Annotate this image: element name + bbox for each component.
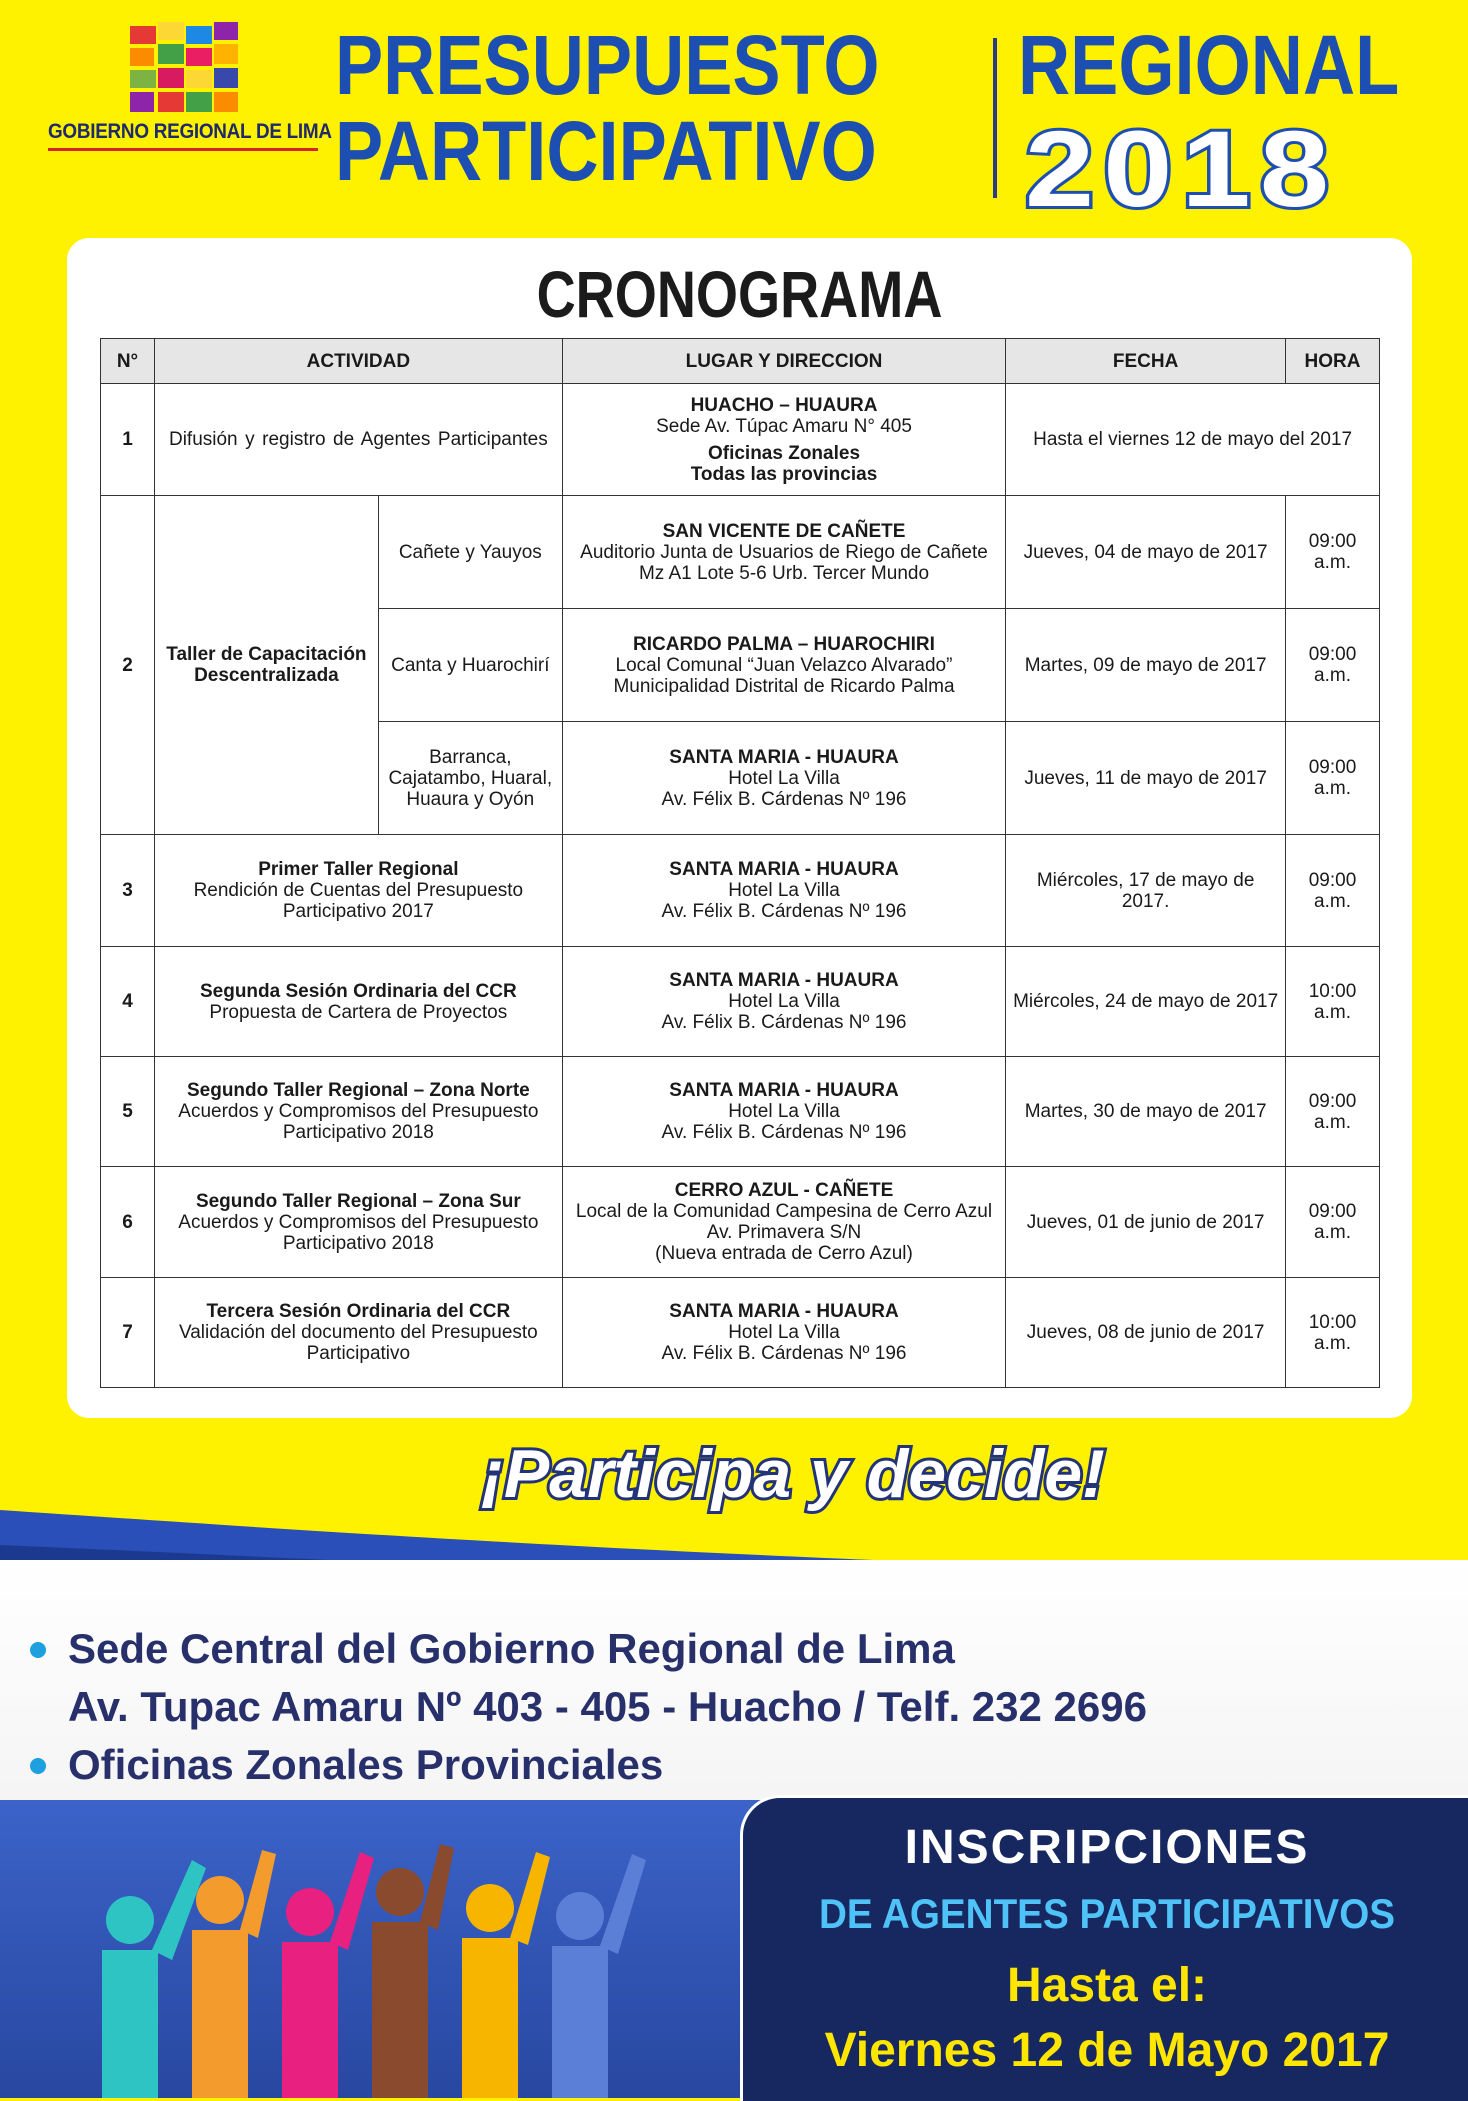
place-bold: SANTA MARIA - HUAURA [669, 970, 899, 991]
activity-bold: Segunda Sesión Ordinaria del CCR [199, 980, 517, 1002]
place-line: Av. Félix B. Cárdenas Nº 196 [661, 1012, 907, 1033]
activity-bold: Primer Taller Regional [258, 859, 459, 880]
place-bold: CERRO AZUL - CAÑETE [674, 1180, 894, 1201]
place-bold: HUACHO – HUAURA [690, 394, 878, 416]
row-date: Jueves, 08 de junio de 2017 [1006, 1278, 1286, 1388]
info-item [30, 1736, 1147, 1794]
row-date: Miércoles, 17 de mayo de 2017. [1006, 835, 1286, 947]
row-activity [154, 835, 562, 947]
row-date: Jueves, 11 de mayo de 2017 [1006, 722, 1286, 835]
header [0, 0, 1468, 230]
row-number: 7 [101, 1278, 155, 1388]
info-line-3: Oficinas Zonales Provinciales [68, 1741, 664, 1788]
slogan-text: ¡Participa y decide! [481, 1436, 1105, 1512]
row-activity [154, 1057, 562, 1167]
row-place [562, 384, 1006, 496]
row-time: 09:00 a.m. [1285, 835, 1379, 947]
activity-bold: Segundo Taller Regional – Zona Sur [195, 1190, 521, 1212]
row-number: 4 [101, 947, 155, 1057]
activity-line: Propuesta de Cartera de Proyectos [209, 1001, 508, 1023]
place-line: Hotel La Villa [728, 880, 840, 901]
col-header-time: HORA [1285, 339, 1379, 384]
row-place [562, 496, 1006, 609]
registration-deadline: Viernes 12 de Mayo 2017 [824, 2024, 1390, 2077]
row-activity [154, 1278, 562, 1388]
row-place [562, 1057, 1006, 1167]
table-row [101, 384, 1380, 496]
bullet-icon [30, 1642, 46, 1658]
activity-line: Validación del documento del Presupuesto Participativo [178, 1322, 538, 1364]
place-line: Av. Félix B. Cárdenas Nº 196 [661, 901, 907, 922]
col-header-n: N° [101, 339, 155, 384]
table-row [101, 1167, 1380, 1278]
row-zone: Barranca, Cajatambo, Huaral, Huaura y Oyón [378, 722, 562, 835]
title-year: 2018 [1025, 108, 1339, 229]
logo-underline [48, 148, 318, 151]
main-title [335, 18, 880, 198]
place-line: Hotel La Villa [728, 1101, 840, 1122]
col-header-place: LUGAR Y DIRECCION [562, 339, 1006, 384]
row-number: 1 [101, 384, 155, 496]
row-place [562, 609, 1006, 722]
registration-title: INSCRIPCIONES [904, 1821, 1310, 1874]
logo [48, 22, 332, 151]
col-header-activity: ACTIVIDAD [154, 339, 562, 384]
info-line-2: Av. Tupac Amaru Nº 403 - 405 - Huacho / Telf. 232 2696 [68, 1683, 1147, 1730]
table-row [101, 1278, 1380, 1388]
row-place [562, 1278, 1006, 1388]
row-date: Jueves, 01 de junio de 2017 [1006, 1167, 1286, 1278]
place-bold: Todas las provincias [690, 463, 878, 485]
schedule-table [100, 338, 1380, 1388]
row-date: Jueves, 04 de mayo de 2017 [1006, 496, 1286, 609]
row-number: 6 [101, 1167, 155, 1278]
activity-line: Acuerdos y Compromisos del Presupuesto Participativo 2018 [178, 1101, 539, 1143]
title-divider [993, 38, 997, 198]
row-place [562, 835, 1006, 947]
place-bold: SANTA MARIA - HUAURA [669, 1080, 899, 1101]
logo-text: GOBIERNO REGIONAL DE LIMA [48, 120, 332, 143]
activity-bold: Segundo Taller Regional – Zona Norte [186, 1080, 530, 1101]
row-activity: Difusión y registro de Agentes Participantes [154, 384, 562, 496]
row-time: 09:00 a.m. [1285, 1167, 1379, 1278]
row-date: Martes, 30 de mayo de 2017 [1006, 1057, 1286, 1167]
row-place [562, 947, 1006, 1057]
slogan [408, 1435, 1178, 1533]
row-activity [154, 947, 562, 1057]
contact-info [30, 1620, 1147, 1794]
place-bold: RICARDO PALMA – HUAROCHIRI [633, 633, 935, 655]
row-time: 10:00 a.m. [1285, 1278, 1379, 1388]
place-bold: SANTA MARIA - HUAURA [669, 746, 899, 768]
row-time: 10:00 a.m. [1285, 947, 1379, 1057]
place-line: Mz A1 Lote 5-6 Urb. Tercer Mundo [638, 562, 930, 584]
place-line: Local Comunal “Juan Velazco Alvarado” [615, 654, 953, 676]
row-activity: Taller de Capacitación Descentralizada [154, 496, 378, 835]
place-line: Av. Primavera S/N [706, 1222, 862, 1243]
info-line-1: Sede Central del Gobierno Regional de Lima [68, 1625, 955, 1672]
row-number: 3 [101, 835, 155, 947]
row-number: 5 [101, 1057, 155, 1167]
place-line: Av. Félix B. Cárdenas Nº 196 [661, 788, 907, 810]
col-header-date: FECHA [1006, 339, 1286, 384]
bullet-icon [30, 1758, 46, 1774]
people-illustration-icon [80, 1820, 700, 2098]
row-time: 09:00 a.m. [1285, 609, 1379, 722]
row-zone: Canta y Huarochirí [378, 609, 562, 722]
activity-line: Rendición de Cuentas del Presupuesto Participativo 2017 [193, 880, 524, 922]
logo-emblem-icon [128, 22, 240, 114]
row-date: Miércoles, 24 de mayo de 2017 [1006, 947, 1286, 1057]
place-line: Local de la Comunidad Campesina de Cerro Azul [575, 1201, 993, 1222]
row-zone: Cañete y Yauyos [378, 496, 562, 609]
table-header-row [101, 339, 1380, 384]
row-date: Martes, 09 de mayo de 2017 [1006, 609, 1286, 722]
info-address [30, 1678, 1147, 1736]
activity-bold: Tercera Sesión Ordinaria del CCR [206, 1301, 511, 1322]
row-date: Hasta el viernes 12 de mayo del 2017 [1006, 384, 1380, 496]
registration-subtitle: DE AGENTES PARTICIPATIVOS [818, 1890, 1396, 1937]
row-place [562, 722, 1006, 835]
table-row [101, 947, 1380, 1057]
table-row [101, 496, 1380, 609]
place-bold: SANTA MARIA - HUAURA [669, 1301, 899, 1322]
place-bold: SAN VICENTE DE CAÑETE [662, 520, 906, 542]
title-line-1: PRESUPUESTO [335, 18, 880, 112]
table-row [101, 1057, 1380, 1167]
schedule-title: CRONOGRAMA [536, 257, 943, 331]
place-line: (Nueva entrada de Cerro Azul) [655, 1243, 913, 1264]
place-line: Municipalidad Distrital de Ricardo Palma [613, 675, 955, 697]
title-regional: REGIONAL [1018, 18, 1400, 112]
registration-until: Hasta el: [1006, 1959, 1208, 2012]
row-time: 09:00 a.m. [1285, 722, 1379, 835]
schedule-card [67, 238, 1412, 1418]
place-bold: Oficinas Zonales [707, 442, 861, 464]
table-row [101, 835, 1380, 947]
place-line: Hotel La Villa [728, 991, 840, 1012]
activity-line: Acuerdos y Compromisos del Presupuesto Participativo 2018 [178, 1211, 539, 1254]
registration-panel [740, 1795, 1468, 2101]
row-time: 09:00 a.m. [1285, 1057, 1379, 1167]
title-line-2: PARTICIPATIVO [335, 104, 877, 198]
place-bold: SANTA MARIA - HUAURA [669, 859, 899, 880]
place-line: Av. Félix B. Cárdenas Nº 196 [661, 1122, 907, 1143]
place-line: Auditorio Junta de Usuarios de Riego de Cañete [580, 541, 988, 563]
row-number: 2 [101, 496, 155, 835]
place-line: Hotel La Villa [728, 1322, 840, 1343]
row-time: 09:00 a.m. [1285, 496, 1379, 609]
place-line: Av. Félix B. Cárdenas Nº 196 [661, 1343, 907, 1364]
row-place [562, 1167, 1006, 1278]
info-item [30, 1620, 1147, 1678]
place-line: Hotel La Villa [728, 767, 840, 789]
row-activity [154, 1167, 562, 1278]
place-line: Sede Av. Túpac Amaru N° 405 [656, 415, 912, 437]
